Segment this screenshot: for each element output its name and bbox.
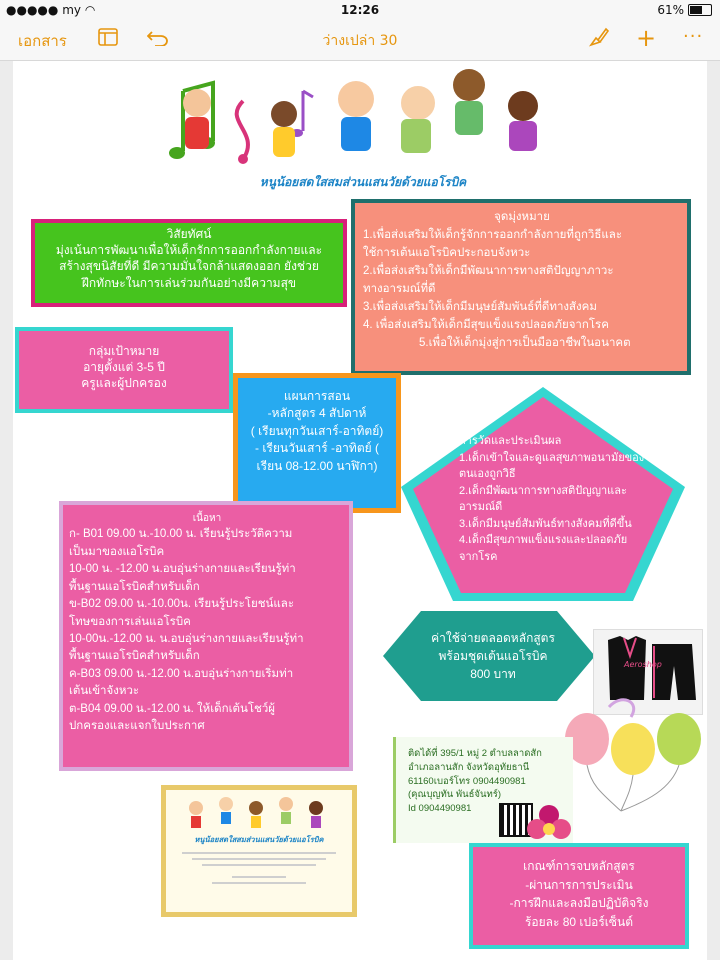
more-icon[interactable]: ··· <box>683 26 704 47</box>
header-illustration <box>163 61 563 171</box>
kid-figure-1 <box>183 89 211 117</box>
criteria-line: เกณฑ์การจบหลักสูตร <box>523 859 635 873</box>
graduation-criteria-box <box>469 843 689 949</box>
content-line: ปกครองและแจกใบประกาศ <box>69 720 205 733</box>
wifi-icon: ◠ <box>84 3 96 17</box>
contact-line: (คุณบุญทัน พันธ์จันทร์) <box>408 789 501 801</box>
content-line: 10-00 น. -12.00 น.อบอุ่นร่างกายและเรียนรู้ท่า <box>69 563 296 576</box>
evaluation-line: 3.เด็กมีมนุษย์สัมพันธ์ทางสังคมที่ดีขึ้น <box>459 517 632 530</box>
plan-line: แผนการสอน <box>283 389 351 403</box>
plan-line: - เรียนวันเสาร์ -อาทิตย์ ( <box>254 441 379 456</box>
battery-percent: 61% <box>657 3 684 17</box>
evaluation-line: จากโรค <box>459 550 498 563</box>
content-line: เป็นมาของแอโรบิค <box>69 545 165 558</box>
goals-line: ทางอารมณ์ที่ดี <box>363 282 436 295</box>
kid-figure-3 <box>338 81 374 117</box>
app-toolbar <box>0 20 720 61</box>
kid-body-2 <box>273 127 295 157</box>
kid-figure-4 <box>398 83 438 123</box>
format-brush-icon[interactable] <box>588 26 610 52</box>
kid-body-3 <box>341 117 371 151</box>
price-text <box>423 629 563 683</box>
carrier-label: my <box>62 3 81 17</box>
price-line: พร้อมชุดเต้นแอโรบิค <box>438 649 548 663</box>
evaluation-line: 1.เด็กเข้าใจและดูแลสุขภาพอนามัยของ <box>459 451 645 464</box>
content-line: พื้นฐานแอโรบิคสำหรับเด็ก <box>69 580 200 593</box>
goals-line: 3.เพื่อส่งเสริมให้เด็กมีมนุษย์สัมพันธ์ที่ดีทางสังคม <box>363 300 597 313</box>
target-line: กลุ่มเป้าหมาย <box>88 344 160 358</box>
criteria-line: ร้อยละ 80 เปอร์เซ็นต์ <box>524 914 634 929</box>
target-line: อายุตั้งแต่ 3-5 ปี <box>83 360 165 375</box>
content-line: พื้นฐานแอโรบิคสำหรับเด็ก <box>69 650 200 663</box>
certificate-fine-print <box>182 852 336 884</box>
price-line: 800 บาท <box>470 667 516 681</box>
clock: 12:26 <box>340 3 380 17</box>
evaluation-line: 4.เด็กมีสุขภาพแข็งแรงและปลอดภัย <box>459 534 628 546</box>
teaching-plan-box <box>233 373 401 513</box>
balloons-icon <box>561 693 707 815</box>
goals-line: 2.เพื่อส่งเสริมให้เด็กมีพัฒนาการทางสติปัญญาภาวะ <box>363 264 614 277</box>
kid-figure-2 <box>271 101 297 127</box>
battery-status <box>657 3 712 17</box>
certificate-title: หนูน้อยสดใสสมส่วนแสนวัยด้วยแอโรบิค <box>194 835 324 844</box>
status-bar <box>0 0 720 20</box>
evaluation-text <box>459 433 681 583</box>
vision-title: วิสัยทัศน์ <box>166 227 212 241</box>
music-notes-icon <box>163 61 563 171</box>
documents-button[interactable]: เอกสาร <box>18 32 67 50</box>
goals-line: 1.เพื่อส่งเสริมให้เด็กรู้จักการออกกำลังกายที่ถูกวิธีและ <box>363 228 623 241</box>
criteria-line: -การฝึกและลงมือปฏิบัติจริง <box>509 896 649 911</box>
content-line: 10-00น.-12.00 น. น.อบอุ่นร่างกายและเรียนรู้ท่า <box>69 633 304 645</box>
evaluation-line: 2.เด็กมีพัฒนาการทางสติปัญญาและ <box>459 484 627 497</box>
content-line: โทษของการเล่นแอโรบิค <box>69 615 191 628</box>
vision-line: ฝึกทักษะในการเล่นร่วมกันอย่างมีความสุข <box>81 275 297 290</box>
kid-figure-5 <box>453 69 485 101</box>
vision-line: มุ่งเน้นการพัฒนาเพื่อให้เด็กรักการออกกำลังกายและ <box>55 243 323 258</box>
kid-body-4 <box>401 119 431 153</box>
content-line: เต้นเข้าจังหวะ <box>69 685 140 698</box>
plan-line: เรียน 08-12.00 นาฬิกา) <box>256 458 378 473</box>
document-page[interactable] <box>13 61 707 960</box>
content-line: ค-B03 09.00 น.-12.00 น.อบอุ่นร่างกายเริ่มท่า <box>69 667 294 680</box>
vision-box <box>31 219 347 307</box>
header-title: หนูน้อยสดใสสมส่วนแสนวัยด้วยแอโรบิค <box>259 175 467 189</box>
contact-line: อำเภอลานสัก จังหวัดอุทัยธานี <box>408 761 530 773</box>
evaluation-line: อารมณ์ดี <box>459 501 503 513</box>
content-line: ข-B02 09.00 น.-10.00น. เรียนรู้ประโยชน์และ <box>69 598 294 611</box>
battery-icon <box>688 4 712 16</box>
target-line: ครูและผู้ปกครอง <box>81 376 167 391</box>
price-line: ค่าใช้จ่ายตลอดหลักสูตร <box>431 631 555 645</box>
evaluation-line: ตนเองถูกวิธี <box>459 468 516 480</box>
goals-line: 4. เพื่อส่งเสริมให้เด็กมีสุขแข็งแรงปลอดภัยจากโรค <box>363 318 609 331</box>
kid-body-5 <box>455 101 483 135</box>
vision-line: สร้างสุขนิสัยที่ดี มีความมั่นใจกล้าแสดงออก ยังช่วย <box>59 259 319 274</box>
signal-dots-icon: ●●●●● <box>6 3 59 17</box>
content-box <box>59 501 353 771</box>
content-title: เนื้อหา <box>192 513 222 524</box>
goals-box <box>351 199 691 375</box>
document-title[interactable]: ว่างเปล่า 30 <box>322 33 398 49</box>
content-line: ต-B04 09.00 น.-12.00 น. ให้เด็กเต้นโชว์ผู้ <box>69 702 276 715</box>
clothes-watermark: Aeroshop <box>624 660 662 669</box>
certificate-kids-icon <box>166 790 352 830</box>
goals-line: 5.เพื่อให้เด็กมุ่งสู่การเป็นมืออาชีพในอนาคต <box>419 336 631 349</box>
target-group-box <box>15 327 233 413</box>
contact-line: Id 0904490981 <box>408 803 472 815</box>
contact-line: ติดได้ที่ 395/1 หมู่ 2 ตำบลลาดสัก <box>408 748 542 759</box>
criteria-line: -ผ่านการการประเมิน <box>525 877 633 892</box>
goals-line: ใช้การเต้นแอโรบิคประกอบจังหวะ <box>363 246 531 259</box>
kid-body-1 <box>185 117 209 149</box>
kid-figure-6 <box>508 91 538 121</box>
certificate-thumbnail <box>161 785 357 917</box>
contact-line: 61160เบอร์โทร 0904490981 <box>408 775 526 787</box>
plan-line: -หลักสูตร 4 สัปดาห์ <box>267 406 367 421</box>
battery-fill <box>690 6 702 14</box>
plan-line: ( เรียนทุกวันเสาร์-อาทิตย์) <box>250 423 384 438</box>
content-line: ก- B01 09.00 น.-10.00 น. เรียนรู้ประวัติความ <box>69 528 293 541</box>
goals-title: จุดมุ่งหมาย <box>494 211 550 223</box>
add-icon[interactable]: + <box>636 24 657 52</box>
kid-body-6 <box>509 121 537 151</box>
evaluation-title: การวัดและประเมินผล <box>459 435 562 447</box>
